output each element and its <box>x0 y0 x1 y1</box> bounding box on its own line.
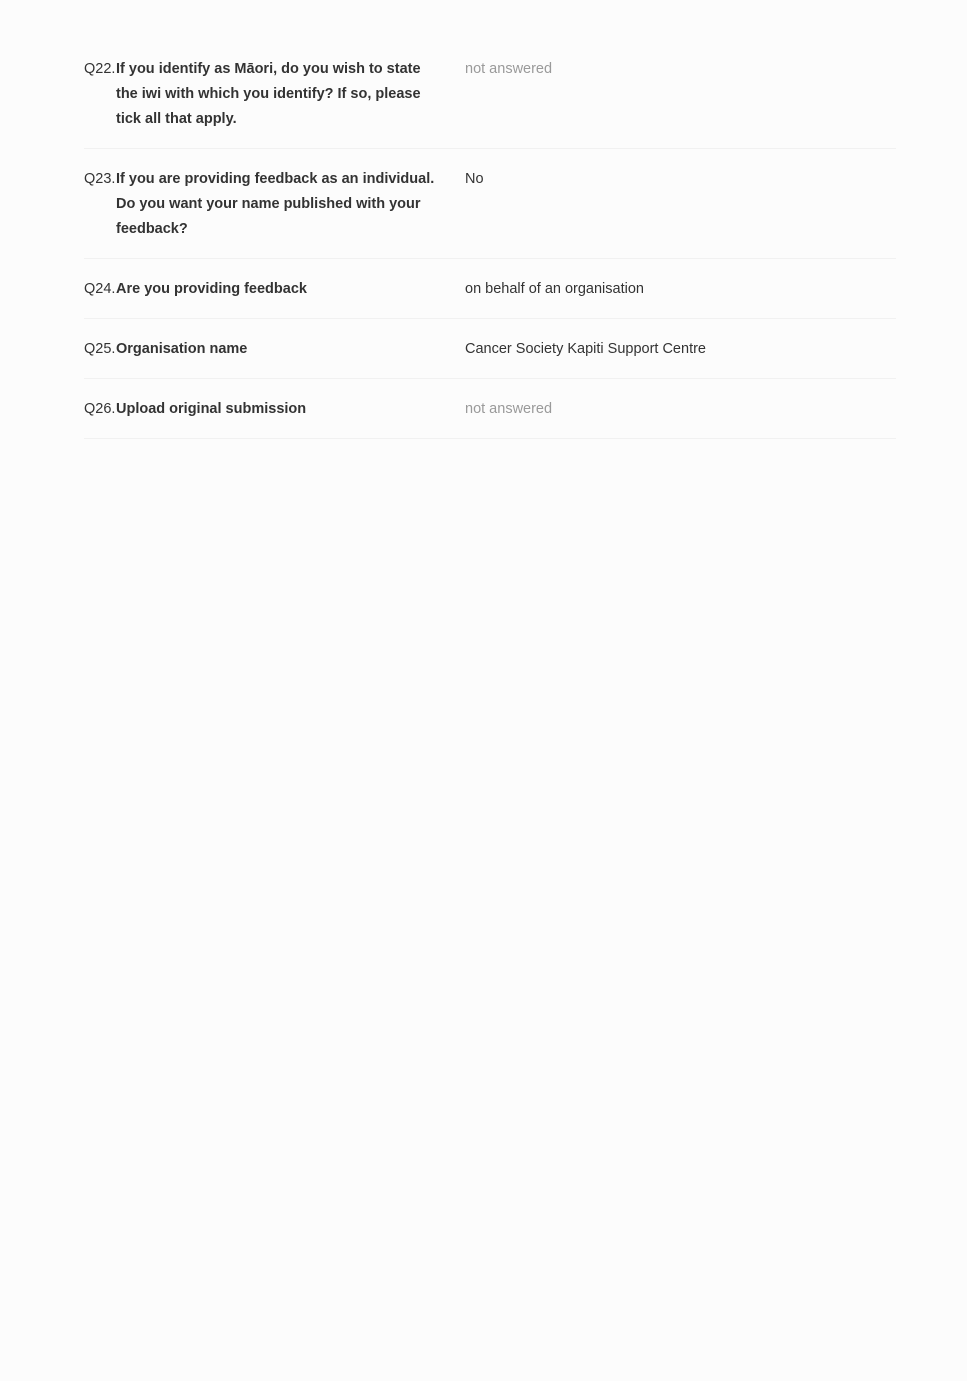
question-text: If you identify as Māori, do you wish to state the iwi with which you identify? If so, please tick all that apply. <box>116 61 421 127</box>
question-text: Are you providing feedback <box>116 281 307 297</box>
question-cell <box>84 397 465 422</box>
survey-response-list <box>84 54 896 439</box>
answer-text: No <box>465 171 484 187</box>
question-row-q23 <box>84 164 896 259</box>
question-number: Q24. <box>84 281 116 297</box>
question-row-q25 <box>84 334 896 379</box>
question-cell <box>84 57 465 132</box>
question-cell <box>84 167 465 242</box>
question-text: If you are providing feedback as an individual. Do you want your name published with your feedback? <box>116 171 435 237</box>
question-number: Q22. <box>84 61 116 77</box>
question-number: Q25. <box>84 341 116 357</box>
answer-text: not answered <box>465 61 553 77</box>
question-text: Upload original submission <box>116 401 307 417</box>
answer-text: Cancer Society Kapiti Support Centre <box>465 341 706 357</box>
question-row-q26 <box>84 394 896 439</box>
question-text: Organisation name <box>116 341 248 357</box>
question-row-q24 <box>84 274 896 319</box>
question-number: Q26. <box>84 401 116 417</box>
answer-text: on behalf of an organisation <box>465 281 644 297</box>
answer-text: not answered <box>465 401 553 417</box>
question-cell <box>84 337 465 362</box>
question-row-q22 <box>84 54 896 149</box>
question-cell <box>84 277 465 302</box>
question-number: Q23. <box>84 171 116 187</box>
